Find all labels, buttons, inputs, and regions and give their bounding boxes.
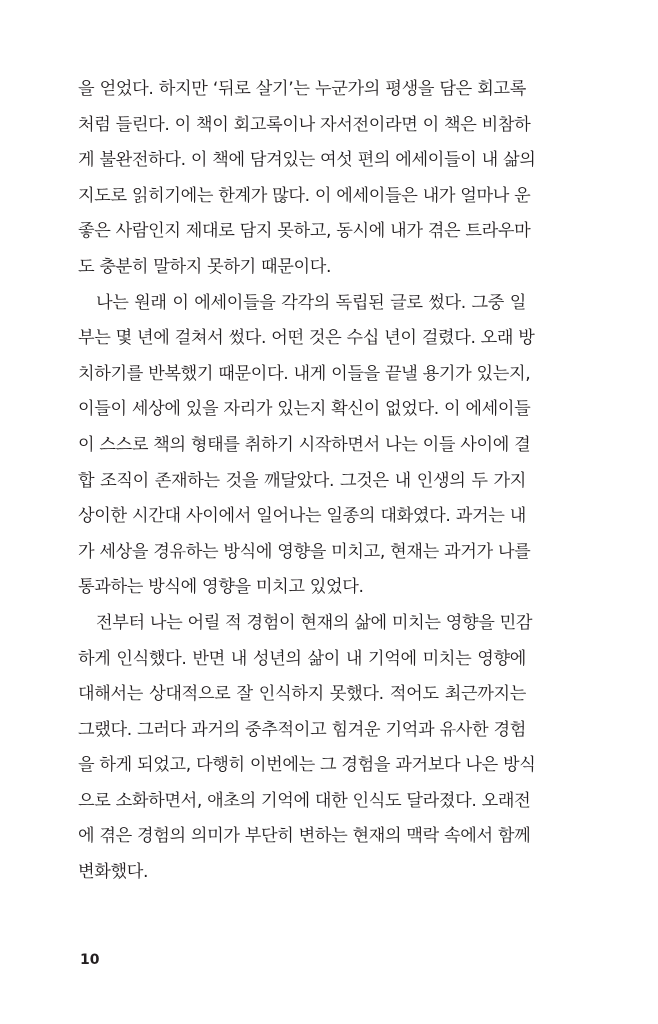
paragraph-2 bbox=[78, 286, 535, 606]
text-line: 이 스스로 책의 형태를 취하기 시작하면서 나는 이들 사이에 결 bbox=[78, 434, 531, 455]
text-line: 합 조직이 존재하는 것을 깨달았다. 그것은 내 인생의 두 가지 bbox=[78, 470, 526, 491]
text-line: 좋은 사람인지 제대로 담지 못하고, 동시에 내가 겪은 트라우마 bbox=[78, 221, 531, 242]
text-line: 지도로 읽히기에는 한계가 많다. 이 에세이들은 내가 얼마나 운 bbox=[78, 185, 531, 206]
paragraph-1 bbox=[78, 72, 536, 286]
text-line: 이들이 세상에 있을 자리가 있는지 확신이 없었다. 이 에세이들 bbox=[78, 399, 531, 420]
text-line: 하게 인식했다. 반면 내 성년의 삶이 내 기억에 미치는 영향에 bbox=[78, 648, 526, 669]
text-line: 전부터 나는 어릴 적 경험이 현재의 삶에 미치는 영향을 민감 bbox=[96, 612, 533, 633]
text-line: 게 불완전하다. 이 책에 담겨있는 여섯 편의 에세이들이 내 삶의 bbox=[78, 150, 536, 171]
text-line: 도 충분히 말하지 못하기 때문이다. bbox=[78, 256, 332, 277]
text-line: 부는 몇 년에 걸쳐서 썼다. 어떤 것은 수십 년이 걸렸다. 오래 방 bbox=[78, 328, 535, 349]
page-number: 10 bbox=[80, 952, 100, 968]
text-line: 상이한 시간대 사이에서 일어나는 일종의 대화였다. 과거는 내 bbox=[78, 506, 526, 527]
text-line: 그랬다. 그러다 과거의 중추적이고 힘겨운 기억과 유사한 경험 bbox=[78, 719, 526, 740]
text-line: 에 겪은 경험의 의미가 부단히 변하는 현재의 맥락 속에서 함께 bbox=[78, 826, 531, 847]
text-line: 을 하게 되었고, 다행히 이번에는 그 경험을 과거보다 나은 방식 bbox=[78, 755, 536, 776]
text-line: 처럼 들린다. 이 책이 회고록이나 자서전이라면 이 책은 비참하 bbox=[78, 114, 531, 135]
text-line: 치하기를 반복했기 때문이다. 내게 이들을 끝낼 용기가 있는지, bbox=[78, 363, 531, 384]
text-line: 나는 원래 이 에세이들을 각각의 독립된 글로 썼다. 그중 일 bbox=[96, 292, 526, 313]
body-text bbox=[78, 72, 536, 891]
text-line: 가 세상을 경유하는 방식에 영향을 미치고, 현재는 과거가 나를 bbox=[78, 541, 531, 562]
text-line: 을 얻었다. 하지만 ‘뒤로 살기’는 누군가의 평생을 담은 회고록 bbox=[78, 79, 526, 99]
text-line: 변화했다. bbox=[78, 862, 149, 883]
text-line: 통과하는 방식에 영향을 미치고 있었다. bbox=[78, 577, 364, 598]
text-line: 으로 소화하면서, 애초의 기억에 대한 인식도 달라졌다. 오래전 bbox=[78, 790, 531, 811]
paragraph-3 bbox=[78, 606, 536, 891]
text-line: 대해서는 상대적으로 잘 인식하지 못했다. 적어도 최근까지는 bbox=[78, 684, 526, 705]
